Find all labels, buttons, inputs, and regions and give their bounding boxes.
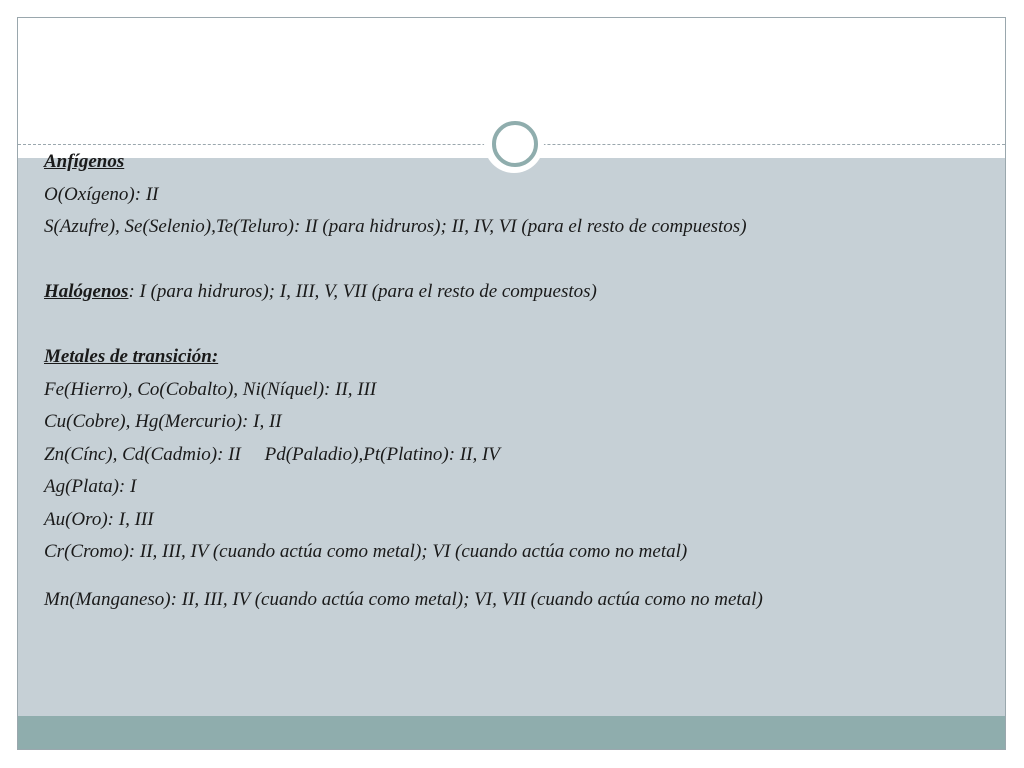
metales-line-ag: Ag(Plata): I [44,476,137,497]
anfigenos-line-oxigeno: O(Oxígeno): II [44,183,159,205]
metales-line-zn: Zn(Cínc), Cd(Cadmio): II Pd(Paladio),Pt(Platino): II, IV [44,443,500,465]
footer-bar [18,716,1005,750]
metales-line-cr: Cr(Cromo): II, III, IV (cuando actúa como metal); VI (cuando actúa como no metal) [44,541,688,562]
metales-line-fe: Fe(Hierro), Co(Cobalto), Ni(Níquel): II, III [44,378,377,400]
halogenos-text: : I (para hidruros); I, III, V, VII (para el resto de compuestos) [128,281,597,302]
anfigenos-heading: Anfígenos [44,151,125,172]
spacer [44,569,964,584]
metales-line-cu: Cu(Cobre), Hg(Mercurio): I, II [44,411,282,432]
halogenos-line [44,276,964,309]
metales-line-au: Au(Oro): I, III [44,508,154,530]
halogenos-heading: Halógenos [44,281,129,302]
spacer [44,309,964,342]
metales-line-mn: Mn(Manganeso): II, III, IV (cuando actúa como metal); VI, VII (cuando actúa como no metal) [44,588,763,610]
metales-heading: Metales de transición: [44,346,219,367]
spacer [44,244,964,277]
anfigenos-line-azufre: S(Azufre), Se(Selenio),Te(Teluro): II (para hidruros); II, IV, VI (para el resto de compuestos) [44,216,747,237]
slide-body [44,146,964,616]
